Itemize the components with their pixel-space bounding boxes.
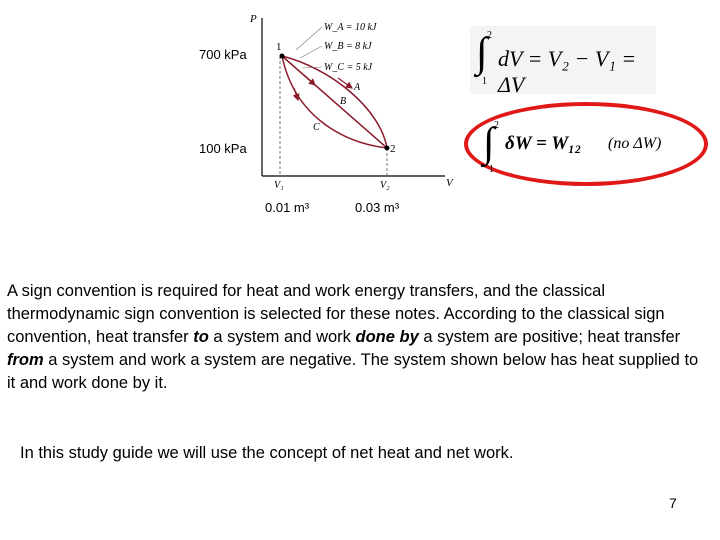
work-integral-sign: ∫ (483, 120, 495, 166)
work-upper-limit: 2 (494, 120, 499, 131)
emphasis-done-by: done by (355, 328, 419, 346)
volume-integral-text: dV = V₂ − V₁ = ΔV (498, 46, 637, 97)
work-a-leader (296, 27, 322, 50)
work-integral-text: δW = W₁₂ (505, 133, 582, 154)
paragraph-part-2: a system and work (208, 328, 356, 346)
integral-sign: ∫ (476, 30, 488, 76)
work-a-label: W_A = 10 kJ (324, 22, 377, 33)
path-c-label: C (313, 122, 320, 133)
path-a-label: A (354, 82, 361, 93)
arrow-b (304, 75, 315, 85)
paragraph-part-1: A sign convention is required for heat and work energy transfers, and the classical thermodynamic sign convention is selected for these notes. According to the classical sign convention, heat transfer (7, 282, 665, 346)
work-b-label: W_B = 8 kJ (324, 41, 372, 52)
emphasis-from: from (7, 351, 44, 369)
v-axis-label: V (446, 177, 453, 189)
work-integral-note: (no ΔW) (608, 135, 662, 152)
state-2-label: 2 (390, 143, 396, 155)
p-axis-label: P (250, 13, 257, 25)
pressure-low-label: 100 kPa (199, 141, 247, 156)
work-integral-oval (464, 102, 708, 186)
v1-tick-label: V₁ (274, 180, 284, 191)
state-1-point (280, 54, 285, 59)
volume-2-label: 0.03 m³ (355, 200, 400, 215)
v2-tick-label: V₂ (380, 180, 390, 191)
volume-1-label: 0.01 m³ (265, 200, 310, 215)
paragraph-part-3: a system are positive; heat transfer (418, 328, 681, 346)
state-1-label: 1 (276, 41, 282, 53)
volume-integral-equation (470, 26, 656, 97)
sign-convention-paragraph (7, 280, 707, 395)
upper-limit: 2 (487, 30, 492, 41)
study-guide-note: In this study guide we will use the concept of net heat and net work. (20, 444, 514, 462)
state-2-point (385, 146, 390, 151)
work-c-label: W_C = 5 kJ (324, 62, 373, 73)
emphasis-to: to (193, 328, 209, 346)
lower-limit: 1 (482, 76, 487, 87)
work-b-leader (300, 46, 322, 58)
path-b-label: B (340, 96, 347, 107)
pv-diagram (240, 8, 460, 193)
work-lower-limit: 1 (489, 164, 494, 175)
paragraph-part-4: a system and work a system are negative. The system shown below has heat supplied to it and work done by it. (7, 351, 699, 392)
pressure-high-label: 700 kPa (199, 47, 247, 62)
page-number: 7 (669, 495, 677, 511)
